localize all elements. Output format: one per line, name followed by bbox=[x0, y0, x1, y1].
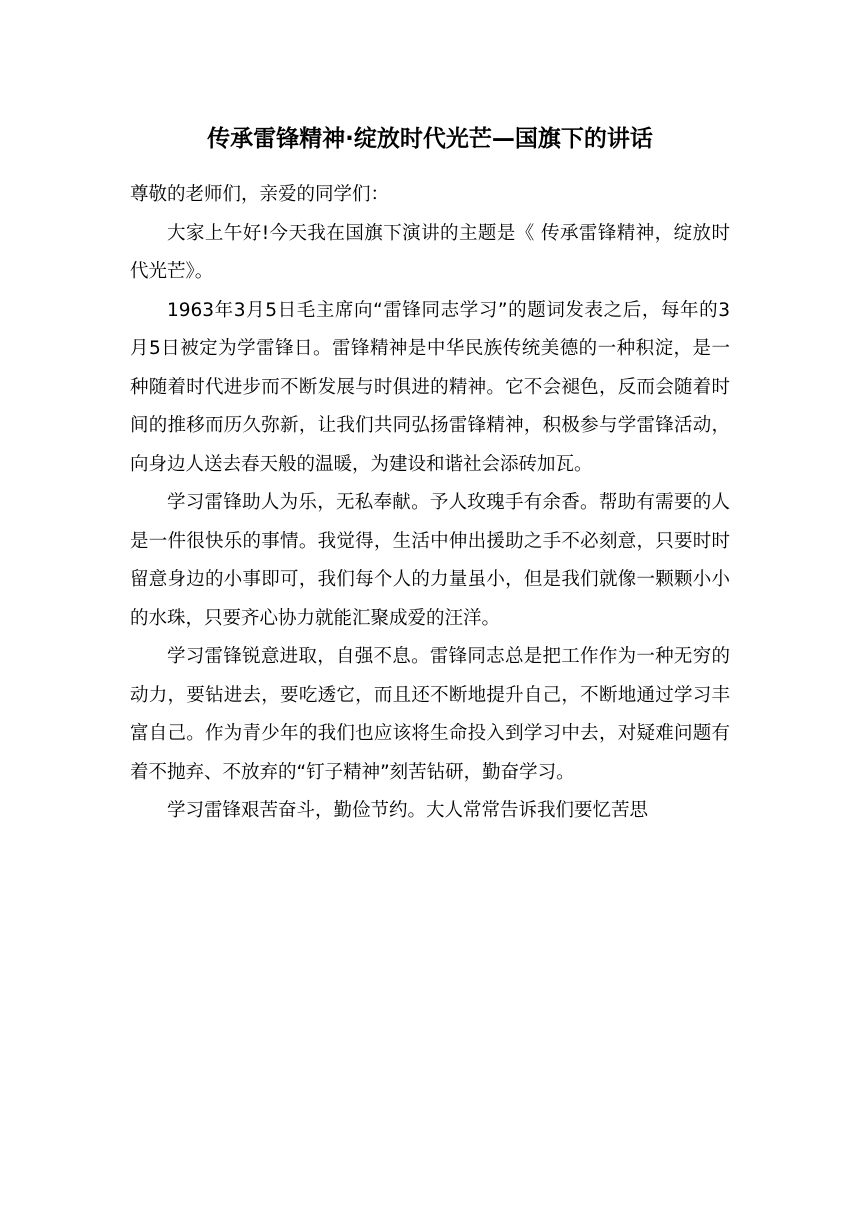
paragraph-frugality: 学习雷锋艰苦奋斗，勤俭节约。大人常常告诉我们要忆苦思 bbox=[167, 800, 649, 821]
paragraph-history: 1963年3月5日毛主席向“雷锋同志学习”的题词发表之后，每年的3月5日被定为学雷锋日。雷锋精神是中华民族传统美德的一种积淀，是一种随着时代进步而不断发展与时俱进的精神。它不会褪色，反而会随着时间的推移而历久弥新，让我们共同弘扬雷锋精神，积极参与学雷锋活动，向身边人送去春天般的温暖，为建设和谐社会添砖加瓦。 bbox=[130, 299, 730, 475]
greeting-line: 尊敬的老师们，亲爱的同学们： bbox=[130, 184, 390, 205]
paragraph-intro: 大家上午好!今天我在国旗下演讲的主题是《 传承雷锋精神，绽放时代光芒》。 bbox=[130, 222, 730, 282]
paragraph-self-improvement: 学习雷锋锐意进取，自强不息。雷锋同志总是把工作作为一种无穷的动力，要钻进去，要吃透它，而且还不断地提升自己，不断地通过学习丰富自己。作为青少年的我们也应该将生命投入到学习中去，对疑难问题有着不抛弃、不放弃的“钉子精神”刻苦钻研，勤奋学习。 bbox=[130, 646, 730, 783]
document-title: 传承雷锋精神·绽放时代光芒—国旗下的讲话 bbox=[207, 126, 653, 152]
paragraph-helping-others: 学习雷锋助人为乐，无私奉献。予人玫瑰手有余香。帮助有需要的人是一件很快乐的事情。我觉得，生活中伸出援助之手不必刻意，只要时时留意身边的小事即可，我们每个人的力量虽小，但是我们就像一颗颗小小的水珠，只要齐心协力就能汇聚成爱的汪洋。 bbox=[130, 492, 730, 629]
document-body bbox=[130, 176, 730, 831]
